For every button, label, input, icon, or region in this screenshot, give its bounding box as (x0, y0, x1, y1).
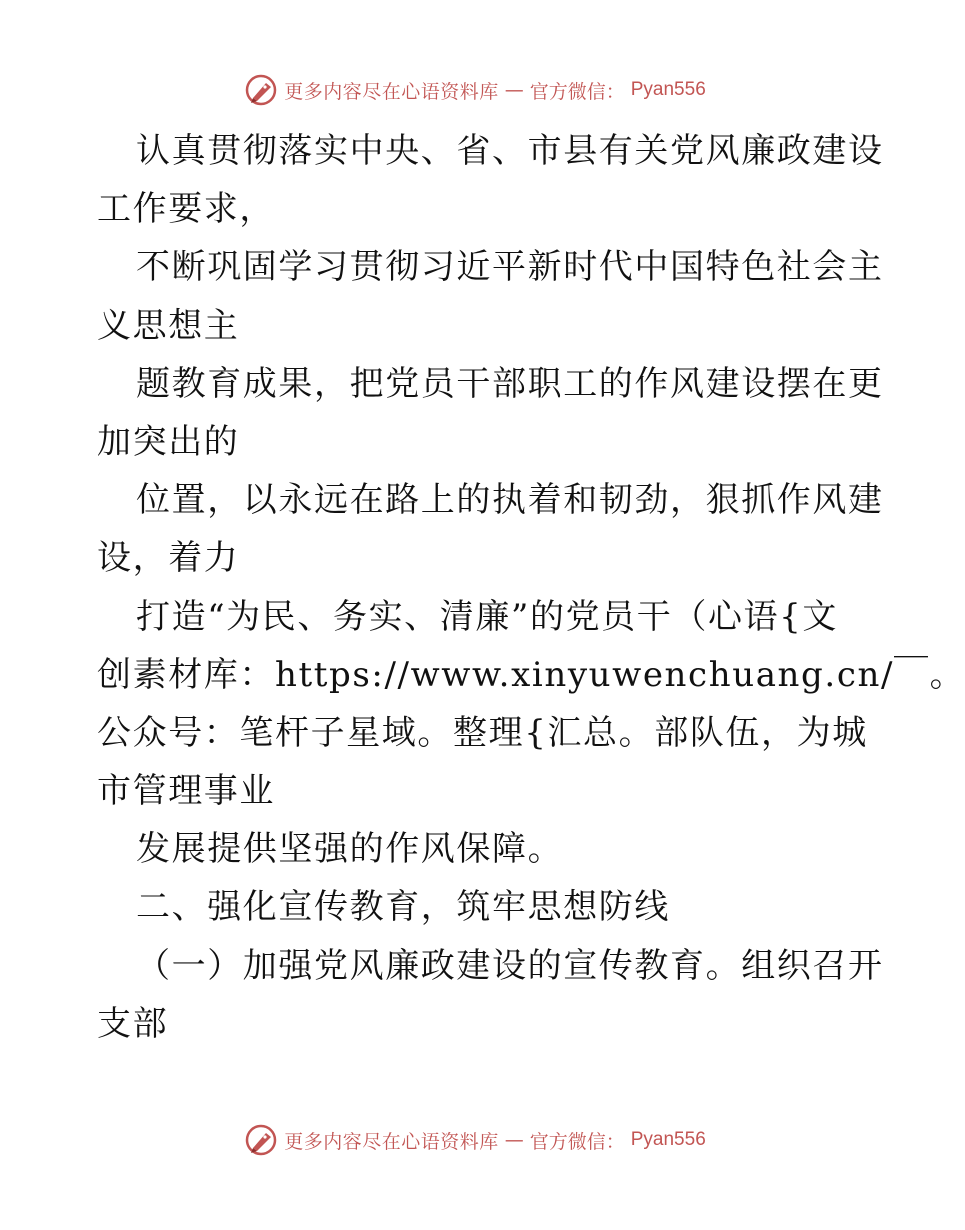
paragraph-line: （一）加强党风廉政建设的宣传教育。组织召开 (136, 945, 884, 986)
header-wechat-id: Pyan556 (630, 79, 706, 100)
paragraph-line: 不断巩固学习贯彻习近平新时代中国特色社会主 (136, 247, 884, 288)
paragraph-line: 认真贯彻落实中央、省、市县有关党风廉政建设 (136, 131, 884, 171)
header-banner (0, 70, 950, 110)
paragraph-line: 创素材库：https://www.xinyuwenchuang.cn/￣。 (97, 654, 965, 695)
footer-wechat-id: Pyan556 (630, 1129, 706, 1150)
section-heading: 二、强化宣传教育，筑牢思想防线 (136, 887, 670, 928)
footer-banner-text: 更多内容尽在心语资料库 (284, 1130, 499, 1153)
paragraph-line: 设，着力 (97, 538, 240, 579)
paragraph-line: 工作要求， (97, 189, 275, 230)
paragraph-line: 题教育成果，把党员干部职工的作风建设摆在更 (136, 363, 884, 404)
paragraph-line: 公众号：笔杆子星域。整理{汇总。部队伍，为城 (97, 712, 868, 753)
header-banner-text: 更多内容尽在心语资料库 (284, 80, 499, 103)
footer-banner-separator: — (504, 1129, 524, 1151)
paragraph-line: 发展提供坚强的作风保障。 (136, 829, 564, 870)
brand-logo-icon (244, 73, 278, 107)
header-wechat-label: 官方微信： (529, 80, 625, 103)
paragraph-line: 打造“为民、务实、清廉”的党员干（心语{文 (136, 596, 838, 637)
document-body (97, 122, 965, 1053)
paragraph-line: 位置，以永远在路上的执着和韧劲，狠抓作风建 (136, 480, 884, 521)
paragraph-line: 义思想主 (97, 305, 240, 346)
footer-banner (0, 1120, 950, 1160)
brand-logo-icon (244, 1123, 278, 1157)
footer-wechat-label: 官方微信： (529, 1130, 625, 1153)
paragraph-line: 支部 (97, 1003, 169, 1044)
paragraph-line: 市管理事业 (97, 771, 275, 812)
header-banner-separator: — (504, 79, 524, 101)
paragraph-line: 加突出的 (97, 421, 240, 462)
